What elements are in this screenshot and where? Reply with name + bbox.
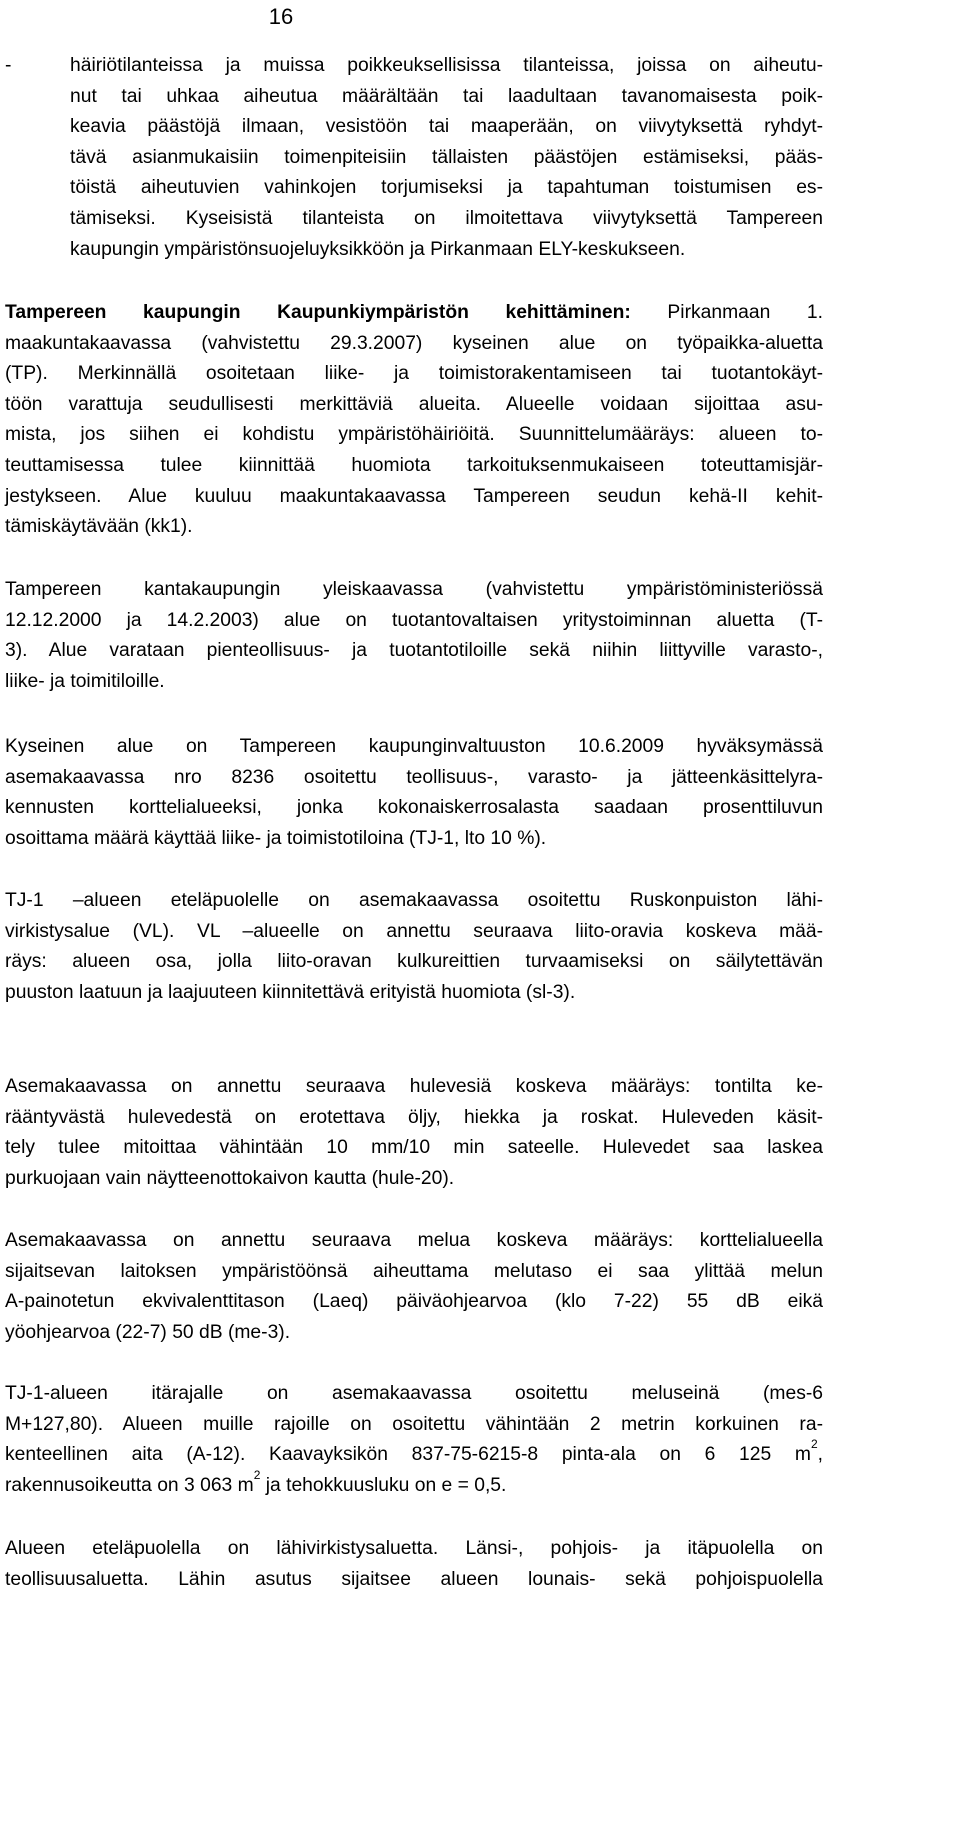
text-line: Tampereen kantakaupungin yleiskaavassa (vahvistettu ympäristöministeriössä bbox=[5, 579, 823, 600]
text-line: A-painotetun ekvivalenttitason (Laeq) päiväohjearvoa (klo 7-22) 55 dB eikä bbox=[5, 1291, 823, 1313]
page-number: 16 bbox=[268, 4, 294, 29]
text-line: jestykseen. Alue kuuluu maakuntakaavassa Tampereen seudun kehä-II kehit- bbox=[5, 485, 823, 507]
text-line: TJ-1 –alueen eteläpuolelle on asemakaavassa osoitettu Ruskonpuiston lähi- bbox=[5, 890, 823, 911]
text-line: töön varattuja seudullisesti merkittäviä alueita. Alueelle voidaan sijoittaa asu- bbox=[5, 393, 823, 415]
paragraph-melu bbox=[5, 1226, 823, 1348]
paragraph-asemakaava bbox=[5, 732, 823, 854]
text-line bbox=[5, 298, 823, 329]
bullet-paragraph bbox=[5, 51, 823, 265]
text-line: rääntyvästä hulevedestä on erotettava öljy, hiekka ja roskat. Huleveden käsit- bbox=[5, 1106, 823, 1128]
text-line: Asemakaavassa on annettu seuraava melua koskeva määräys: korttelialueella bbox=[5, 1230, 823, 1251]
text-line: Alueen eteläpuolella on lähivirkistysaluetta. Länsi-, pohjois- ja itäpuolella on bbox=[5, 1538, 823, 1559]
text-line: tämiskäytävään (kk1). bbox=[5, 516, 193, 538]
text-line: yöohjearvoa (22-7) 50 dB (me-3). bbox=[5, 1321, 291, 1343]
paragraph-yleiskaava bbox=[5, 575, 823, 697]
paragraph-ymparisto bbox=[5, 1534, 823, 1595]
bullet-dash: - bbox=[5, 55, 12, 76]
text-line: (TP). Merkinnällä osoitetaan liike- ja toimistorakentamiseen tai tuotantokäyt- bbox=[5, 363, 823, 385]
text-line: purkuojaan vain näytteenottokaivon kautta (hule-20). bbox=[5, 1167, 455, 1189]
paragraph-heading: Tampereen kaupungin Kaupunkiympäristön kehittäminen: bbox=[5, 302, 631, 323]
text-line: M+127,80). Alueen muille rajoille on osoitettu vähintään 2 metrin korkuinen ra- bbox=[5, 1413, 823, 1435]
text-line: maakuntakaavassa (vahvistettu 29.3.2007) kyseinen alue on työpaikka-aluetta bbox=[5, 332, 823, 354]
paragraph-lahivirkistysalue bbox=[5, 886, 823, 1008]
text-line: räys: alueen osa, jolla liito-oravan kulkureittien turvaamiseksi on säilytettävän bbox=[5, 951, 823, 973]
text-line bbox=[5, 1467, 823, 1502]
text-line: liike- ja toimitiloille. bbox=[5, 670, 165, 692]
line-text: rakennusoikeutta on 3 063 m bbox=[5, 1474, 254, 1496]
text-line: Kyseinen alue on Tampereen kaupunginvaltuuston 10.6.2009 hyväksymässä bbox=[5, 736, 823, 757]
text-line: tävä asianmukaisiin toimenpiteisiin tällaisten päästöjen estämiseksi, pääs- bbox=[70, 146, 823, 168]
line-end: ja tehokkuusluku on e = 0,5. bbox=[260, 1474, 507, 1496]
text-line: mista, jos siihen ei kohdistu ympäristöhäiriöitä. Suunnittelumääräys: alueen to- bbox=[5, 424, 823, 446]
text-line: sijaitsevan laitoksen ympäristöönsä aiheuttama melutaso ei saa ylittää melun bbox=[5, 1260, 823, 1282]
paragraph-kaupunkiymparisto bbox=[5, 298, 823, 543]
text-line: tämiseksi. Kyseisistä tilanteista on ilmoitettava viivytyksettä Tampereen bbox=[70, 207, 823, 229]
text-line: teuttamisessa tulee kiinnittää huomiota tarkoituksenmukaiseen toteuttamisjär- bbox=[5, 454, 823, 476]
text-line: TJ-1-alueen itärajalle on asemakaavassa osoitettu meluseinä (mes-6 bbox=[5, 1383, 823, 1404]
text-line: keavia päästöjä ilmaan, vesistöön tai maaperään, on viivytyksettä ryhdyt- bbox=[70, 116, 823, 138]
paragraph-hulevedet bbox=[5, 1072, 823, 1194]
text-line: 12.12.2000 ja 14.2.2003) alue on tuotantovaltaisen yritystoiminnan aluetta (T- bbox=[5, 609, 823, 631]
text-line: puuston laatuun ja laajuuteen kiinnitettävä erityistä huomiota (sl-3). bbox=[5, 981, 576, 1003]
text-line: 3). Alue varataan pienteollisuus- ja tuotantotiloille sekä niihin liittyville varasto-, bbox=[5, 640, 823, 662]
text-line: kaupungin ympäristönsuojeluyksikköön ja Pirkanmaan ELY-keskukseen. bbox=[70, 238, 686, 260]
text-line: asemakaavassa nro 8236 osoitettu teollisuus-, varasto- ja jätteenkäsittelyra- bbox=[5, 766, 823, 788]
text-line: tely tulee mitoittaa vähintään 10 mm/10 min sateelle. Hulevedet saa laskea bbox=[5, 1137, 823, 1159]
line-end: , bbox=[817, 1444, 823, 1466]
text-line: häiriötilanteissa ja muissa poikkeuksellisissa tilanteissa, joissa on aiheutu- bbox=[70, 55, 823, 76]
text-line: virkistysalue (VL). VL –alueelle on annettu seuraava liito-oravia koskeva mää- bbox=[5, 920, 823, 942]
superscript: 2 bbox=[810, 1437, 818, 1452]
text-line: kennusten korttelialueeksi, jonka kokonaiskerrosalasta saadaan prosenttiluvun bbox=[5, 797, 823, 819]
paragraph-meluseina bbox=[5, 1379, 823, 1501]
text-line: osoittama määrä käyttää liike- ja toimistotiloina (TJ-1, lto 10 %). bbox=[5, 827, 547, 849]
line-text: kenteellinen aita (A-12). Kaavayksikön 837-75-6215-8 pinta-ala on 6 125 m bbox=[5, 1444, 811, 1466]
heading-rest: Pirkanmaan 1. bbox=[630, 302, 823, 323]
text-line bbox=[5, 1437, 823, 1471]
text-line: töistä aiheutuvien vahinkojen torjumiseksi ja tapahtuman toistumisen es- bbox=[70, 177, 823, 199]
text-line: teollisuusaluetta. Lähin asutus sijaitsee alueen lounais- sekä pohjoispuolella bbox=[5, 1568, 823, 1590]
text-line: nut tai uhkaa aiheutua määrältään tai laadultaan tavanomaisesta poik- bbox=[70, 85, 823, 107]
text-line: Asemakaavassa on annettu seuraava hulevesiä koskeva määräys: tontilta ke- bbox=[5, 1076, 823, 1097]
superscript: 2 bbox=[253, 1467, 261, 1482]
